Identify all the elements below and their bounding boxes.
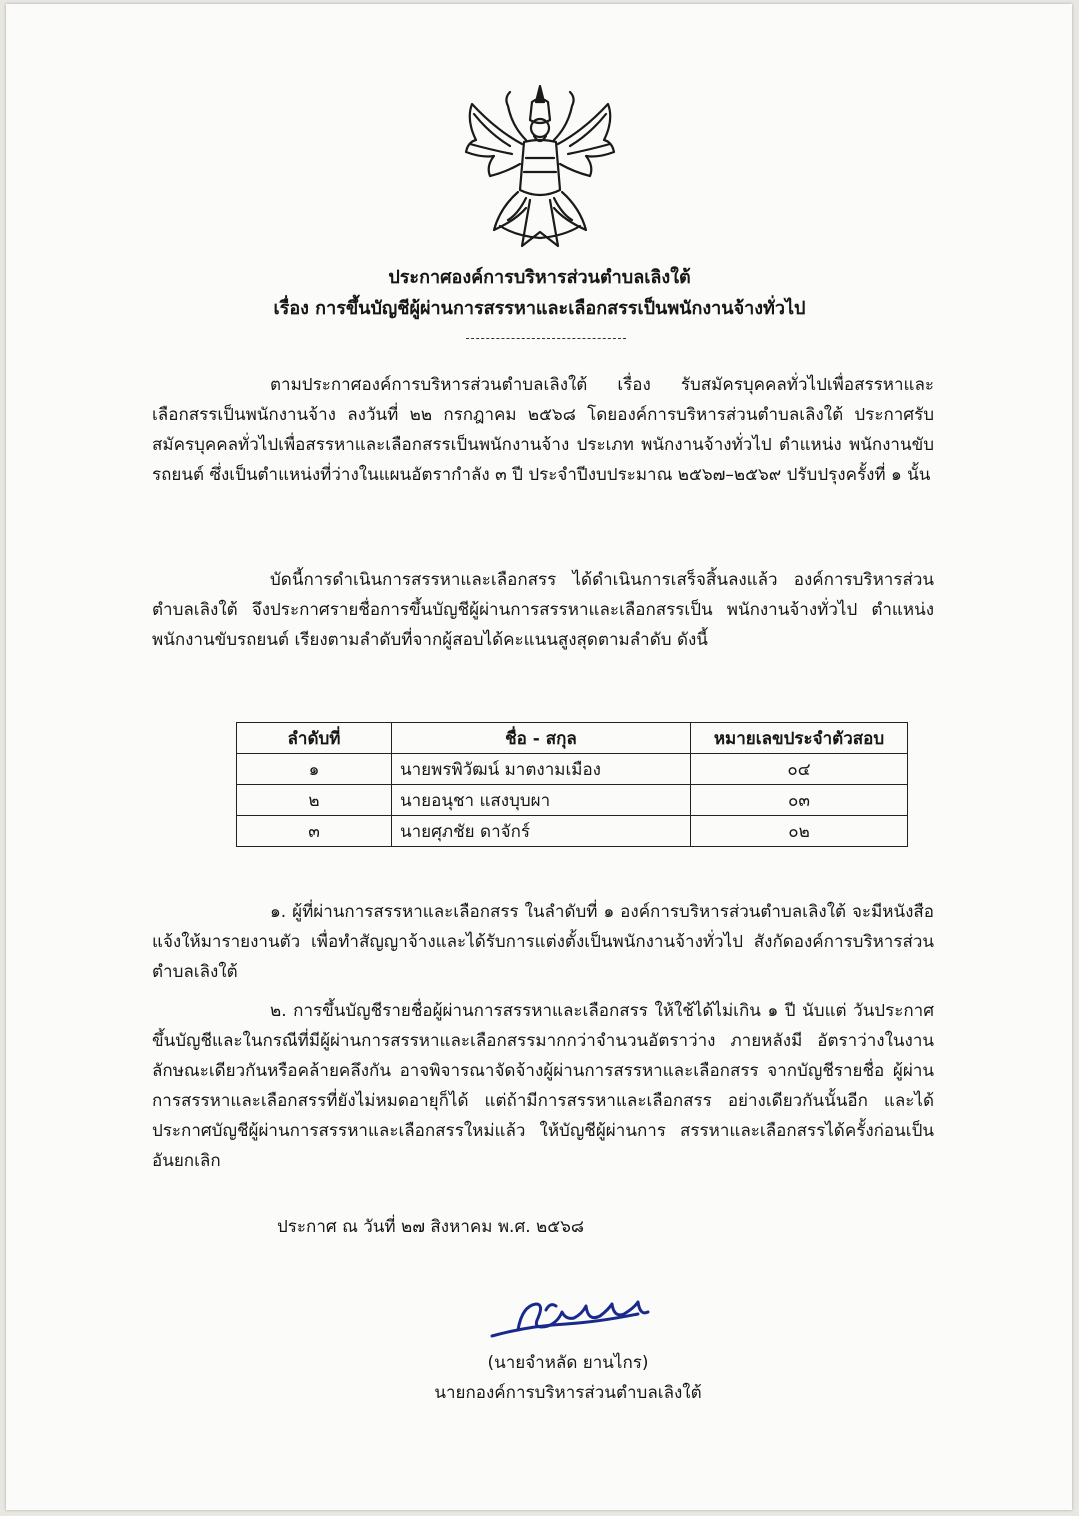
header-order: ลำดับที่ (237, 723, 392, 754)
signatory-name: (นายจำหลัด ยานไกร) (487, 1353, 649, 1373)
document-title: ประกาศองค์การบริหารส่วนตำบลเลิงใต้ (388, 267, 691, 288)
document-subject: เรื่อง การขึ้นบัญชีผู้ผ่านการสรรหาและเลือกสรรเป็นพนักงานจ้างทั่วไป (273, 298, 806, 319)
handwritten-signature-icon (488, 1296, 658, 1348)
paragraph-3-text: ๑. ผู้ที่ผ่านการสรรหาและเลือกสรร ในลำดับที่ ๑ องค์การบริหารส่วนตำบลเลิงใต้ จะมีหนังสือแจ้งให้มารายงานตัว เพื่อทำสัญญาจ้างและได้รับการแต่งตั้งเป็นพนักงานจ้างทั่วไป สังกัดองค์การบริหารส่วนตำบลเลิงใต้ (152, 902, 934, 982)
table-row (237, 816, 908, 847)
header-name: ชื่อ - สกุล (392, 723, 691, 754)
row-exam-id: ๐๓ (691, 785, 908, 816)
row-name: นายอนุชา แสงบุบผา (392, 785, 691, 816)
paragraph-1-text: ตามประกาศองค์การบริหารส่วนตำบลเลิงใต้ เรื่อง รับสมัครบุคคลทั่วไปเพื่อสรรหาและเลือกสรรเป็นพนักงานจ้าง ลงวันที่ ๒๒ กรกฎาคม ๒๕๖๘ โดยองค์การบริหารส่วนตำบลเลิงใต้ ประกาศรับสมัครบุคคลทั่วไปเพื่อสรรหาและเลือกสรรเป็นพนักงานจ้าง ประเภท พนักงานจ้างทั่วไป ตำแหน่ง พนักงานขับรถยนต์ ซึ่งเป็นตำแหน่งที่ว่างในแผนอัตรากำลัง ๓ ปี ประจำปีงบประมาณ ๒๕๖๗–๒๕๖๙ ปรับปรุงครั้งที่ ๑ นั้น (152, 375, 934, 485)
row-exam-id: ๐๒ (691, 816, 908, 847)
row-order: ๒ (237, 785, 392, 816)
row-order: ๓ (237, 816, 392, 847)
signatory-title: นายกองค์การบริหารส่วนตำบลเลิงใต้ (434, 1383, 702, 1403)
body-paragraph-1 (152, 370, 934, 490)
announcement-date: ประกาศ ณ วันที่ ๒๗ สิงหาคม พ.ศ. ๒๕๖๘ (277, 1217, 585, 1237)
garuda-emblem-icon (460, 80, 620, 260)
title-divider (466, 338, 626, 339)
results-table (236, 722, 908, 847)
row-name: นายพรพิวัฒน์ มาตงามเมือง (392, 754, 691, 785)
body-paragraph-4 (152, 996, 934, 1176)
row-name: นายศุภชัย ดาจักร์ (392, 816, 691, 847)
paragraph-4-text: ๒. การขึ้นบัญชีรายชื่อผู้ผ่านการสรรหาและเลือกสรร ให้ใช้ได้ไม่เกิน ๑ ปี นับแต่ วันประกาศขึ้นบัญชีและในกรณีที่มีผู้ผ่านการสรรหาและเลือกสรรมากกว่าจำนวนอัตราว่าง ภายหลังมี อัตราว่างในงานลักษณะเดียวกันหรือคล้ายคลึงกัน อาจพิจารณาจัดจ้างผู้ผ่านการสรรหาและเลือกสรร จากบัญชีรายชื่อ ผู้ผ่านการสรรหาและเลือกสรรที่ยังไม่หมดอายุก็ได้ แต่ถ้ามีการสรรหาและเลือกสรร อย่างเดียวกันนั้นอีก และได้ประกาศบัญชีผู้ผ่านการสรรหาและเลือกสรรใหม่แล้ว ให้บัญชีผู้ผ่านการ สรรหาและเลือกสรรได้ครั้งก่อนเป็นอันยกเลิก (152, 1001, 934, 1171)
table-row (237, 754, 908, 785)
body-paragraph-3 (152, 897, 934, 987)
row-exam-id: ๐๔ (691, 754, 908, 785)
table-row (237, 785, 908, 816)
paragraph-2-text: บัดนี้การดำเนินการสรรหาและเลือกสรร ได้ดำเนินการเสร็จสิ้นลงแล้ว องค์การบริหารส่วนตำบลเลิงใต้ จึงประกาศรายชื่อการขึ้นบัญชีผู้ผ่านการสรรหาและเลือกสรรเป็น พนักงานจ้างทั่วไป ตำแหน่ง พนักงานขับรถยนต์ เรียงตามลำดับที่จากผู้สอบได้คะแนนสูงสุดตามลำดับ ดังนี้ (152, 570, 934, 650)
header-exam-id: หมายเลขประจำตัวสอบ (691, 723, 908, 754)
table-header-row (237, 723, 908, 754)
row-order: ๑ (237, 754, 392, 785)
body-paragraph-2 (152, 565, 934, 655)
